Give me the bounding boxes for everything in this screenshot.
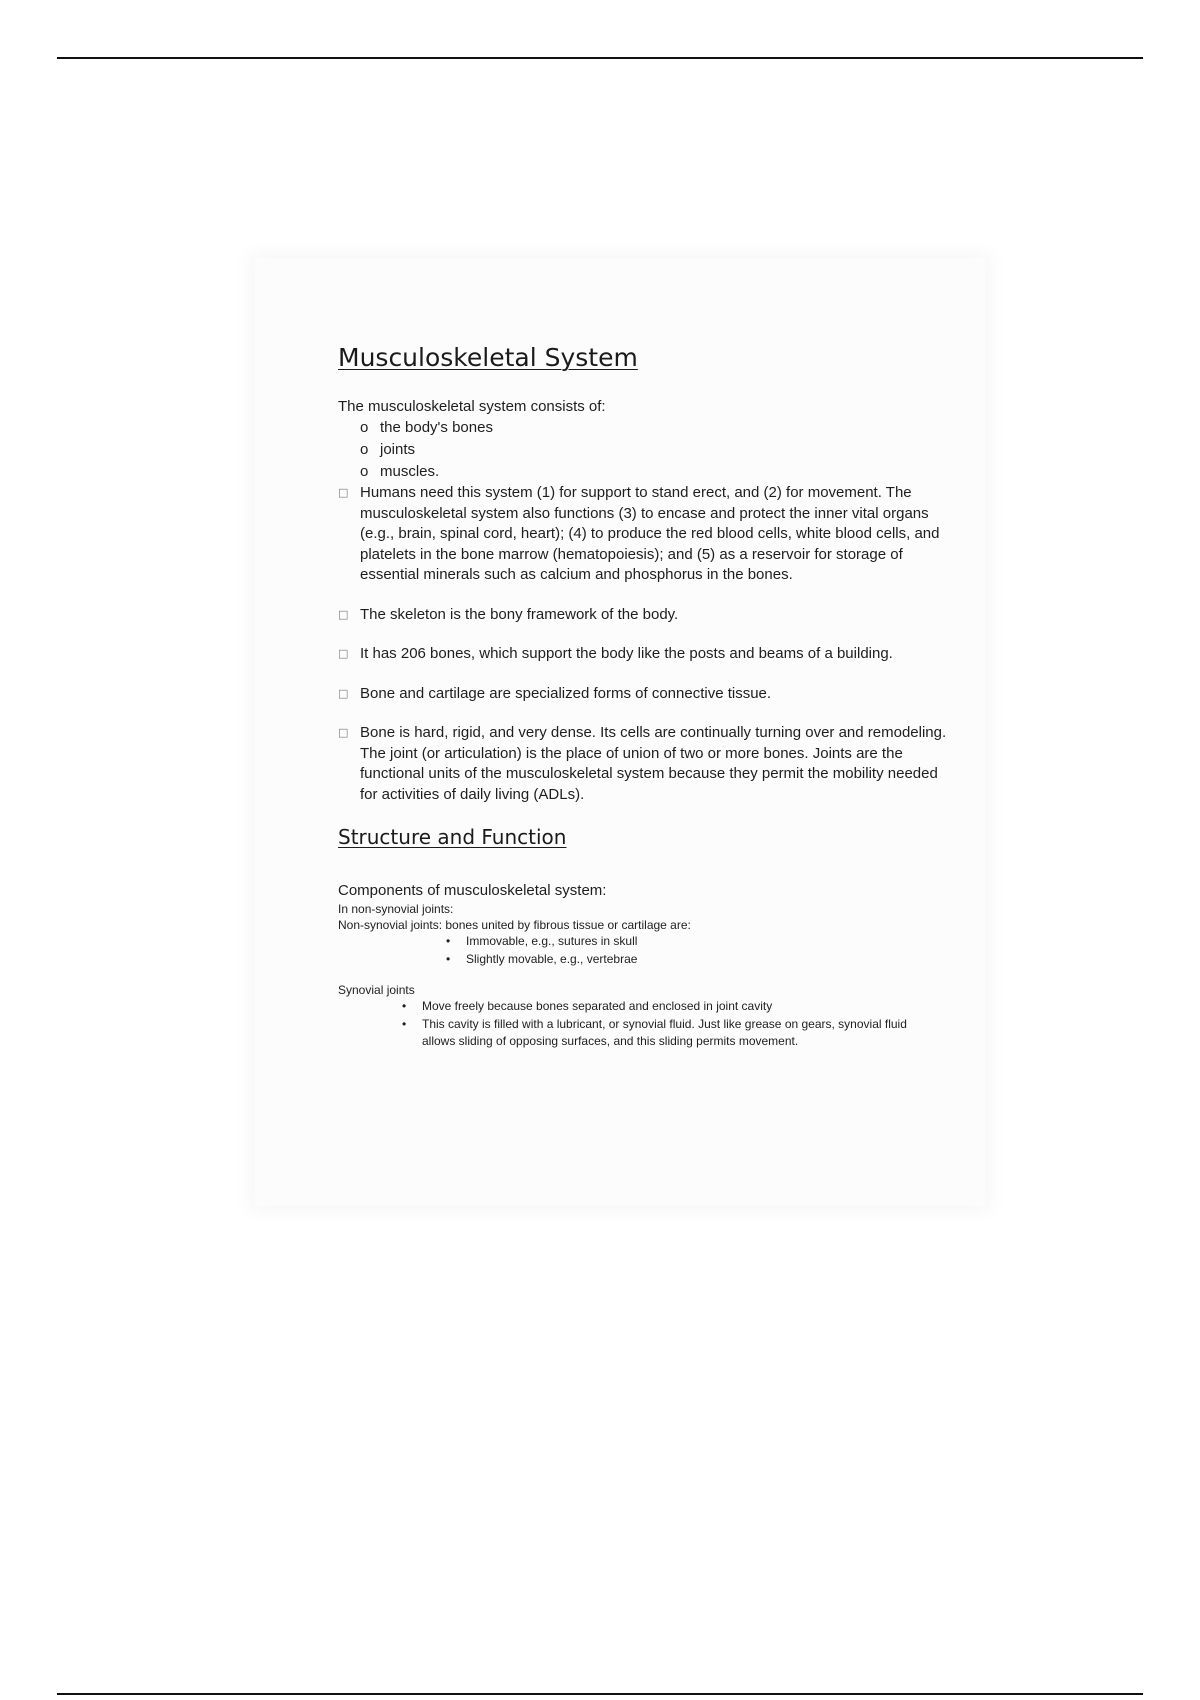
synovial-label: Synovial joints — [338, 983, 415, 997]
synovial-list — [338, 998, 958, 1051]
bullet-text: It has 206 bones, which support the body like the posts and beams of a building. — [360, 645, 893, 662]
circle-bullet-icon: o — [360, 419, 369, 436]
bullet-item — [338, 684, 958, 705]
list-item — [446, 933, 958, 951]
list-item-text: Slightly movable, e.g., vertebrae — [466, 951, 638, 966]
list-item-text: joints — [380, 441, 416, 458]
nonsynovial-intro: In non-synovial joints: — [338, 902, 454, 916]
square-bullet-icon: □ — [338, 686, 349, 700]
square-bullet-icon: □ — [338, 607, 349, 621]
list-item — [360, 461, 958, 483]
list-item — [446, 951, 958, 969]
document-content — [338, 343, 958, 1051]
bottom-rule — [57, 1693, 1143, 1695]
list-item-text: the body's bones — [380, 419, 493, 436]
nonsynovial-list — [338, 933, 958, 968]
list-item — [360, 417, 958, 439]
square-bullet-icon: □ — [338, 486, 349, 499]
nonsynovial-description: Non-synovial joints: bones united by fibrous tissue or cartilage are: — [338, 918, 691, 932]
bullet-item — [338, 723, 958, 805]
top-rule — [57, 57, 1143, 59]
list-item-text: Immovable, e.g., sutures in skull — [466, 934, 638, 948]
list-item — [402, 1016, 958, 1051]
list-item — [402, 998, 958, 1016]
dot-bullet-icon: • — [446, 951, 451, 966]
bullet-text: The skeleton is the bony framework of the body. — [360, 605, 679, 623]
list-item — [360, 439, 958, 461]
intro-text: The musculoskeletal system consists of: — [338, 398, 606, 415]
square-bullet-icon: □ — [338, 726, 349, 739]
circle-bullet-icon: o — [360, 463, 369, 480]
bullet-item — [338, 605, 958, 626]
dot-bullet-icon: • — [402, 999, 407, 1013]
bullet-text: Humans need this system (1) for support to stand erect, and (2) for movement. The musculoskeletal system also functions (3) to encase and protect the inner vital organs (e.g., brain, spinal cord, heart); (4) to produce the red blood cells, white blood cells, and platelets in the bone marrow (hematopoiesis); and (5) as a reservoir for storage of essential minerals such as calcium and phosphorus in the bones. — [360, 484, 940, 583]
section-heading: Structure and Function — [338, 825, 567, 849]
components-label: Components of musculoskeletal system: — [338, 882, 607, 899]
list-item-text: This cavity is filled with a lubricant, or synovial fluid. Just like grease on gears, synovial fluid allows sliding of opposing surfaces, and this sliding permits movement. — [422, 1016, 907, 1048]
square-bullet-icon: □ — [338, 647, 349, 660]
bullet-text: Bone and cartilage are specialized forms of connective tissue. — [360, 684, 772, 702]
bullet-item — [338, 483, 958, 586]
bullet-item — [338, 644, 958, 665]
list-item-text: muscles. — [380, 463, 440, 480]
circle-bullet-icon: o — [360, 441, 369, 458]
bullet-text: Bone is hard, rigid, and very dense. Its cells are continually turning over and remodeling. The joint (or articulation) is the place of union of two or more bones. Joints are the functional units of the musculoskeletal system because they permit the mobility needed for activities of daily living (ADLs). — [360, 724, 947, 803]
dot-bullet-icon: • — [446, 934, 451, 948]
page-title: Musculoskeletal System — [338, 343, 638, 372]
list-item-text: Move freely because bones separated and enclosed in joint cavity — [422, 999, 773, 1013]
bullet-list — [338, 483, 958, 805]
intro-list — [338, 417, 958, 483]
dot-bullet-icon: • — [402, 1016, 407, 1031]
